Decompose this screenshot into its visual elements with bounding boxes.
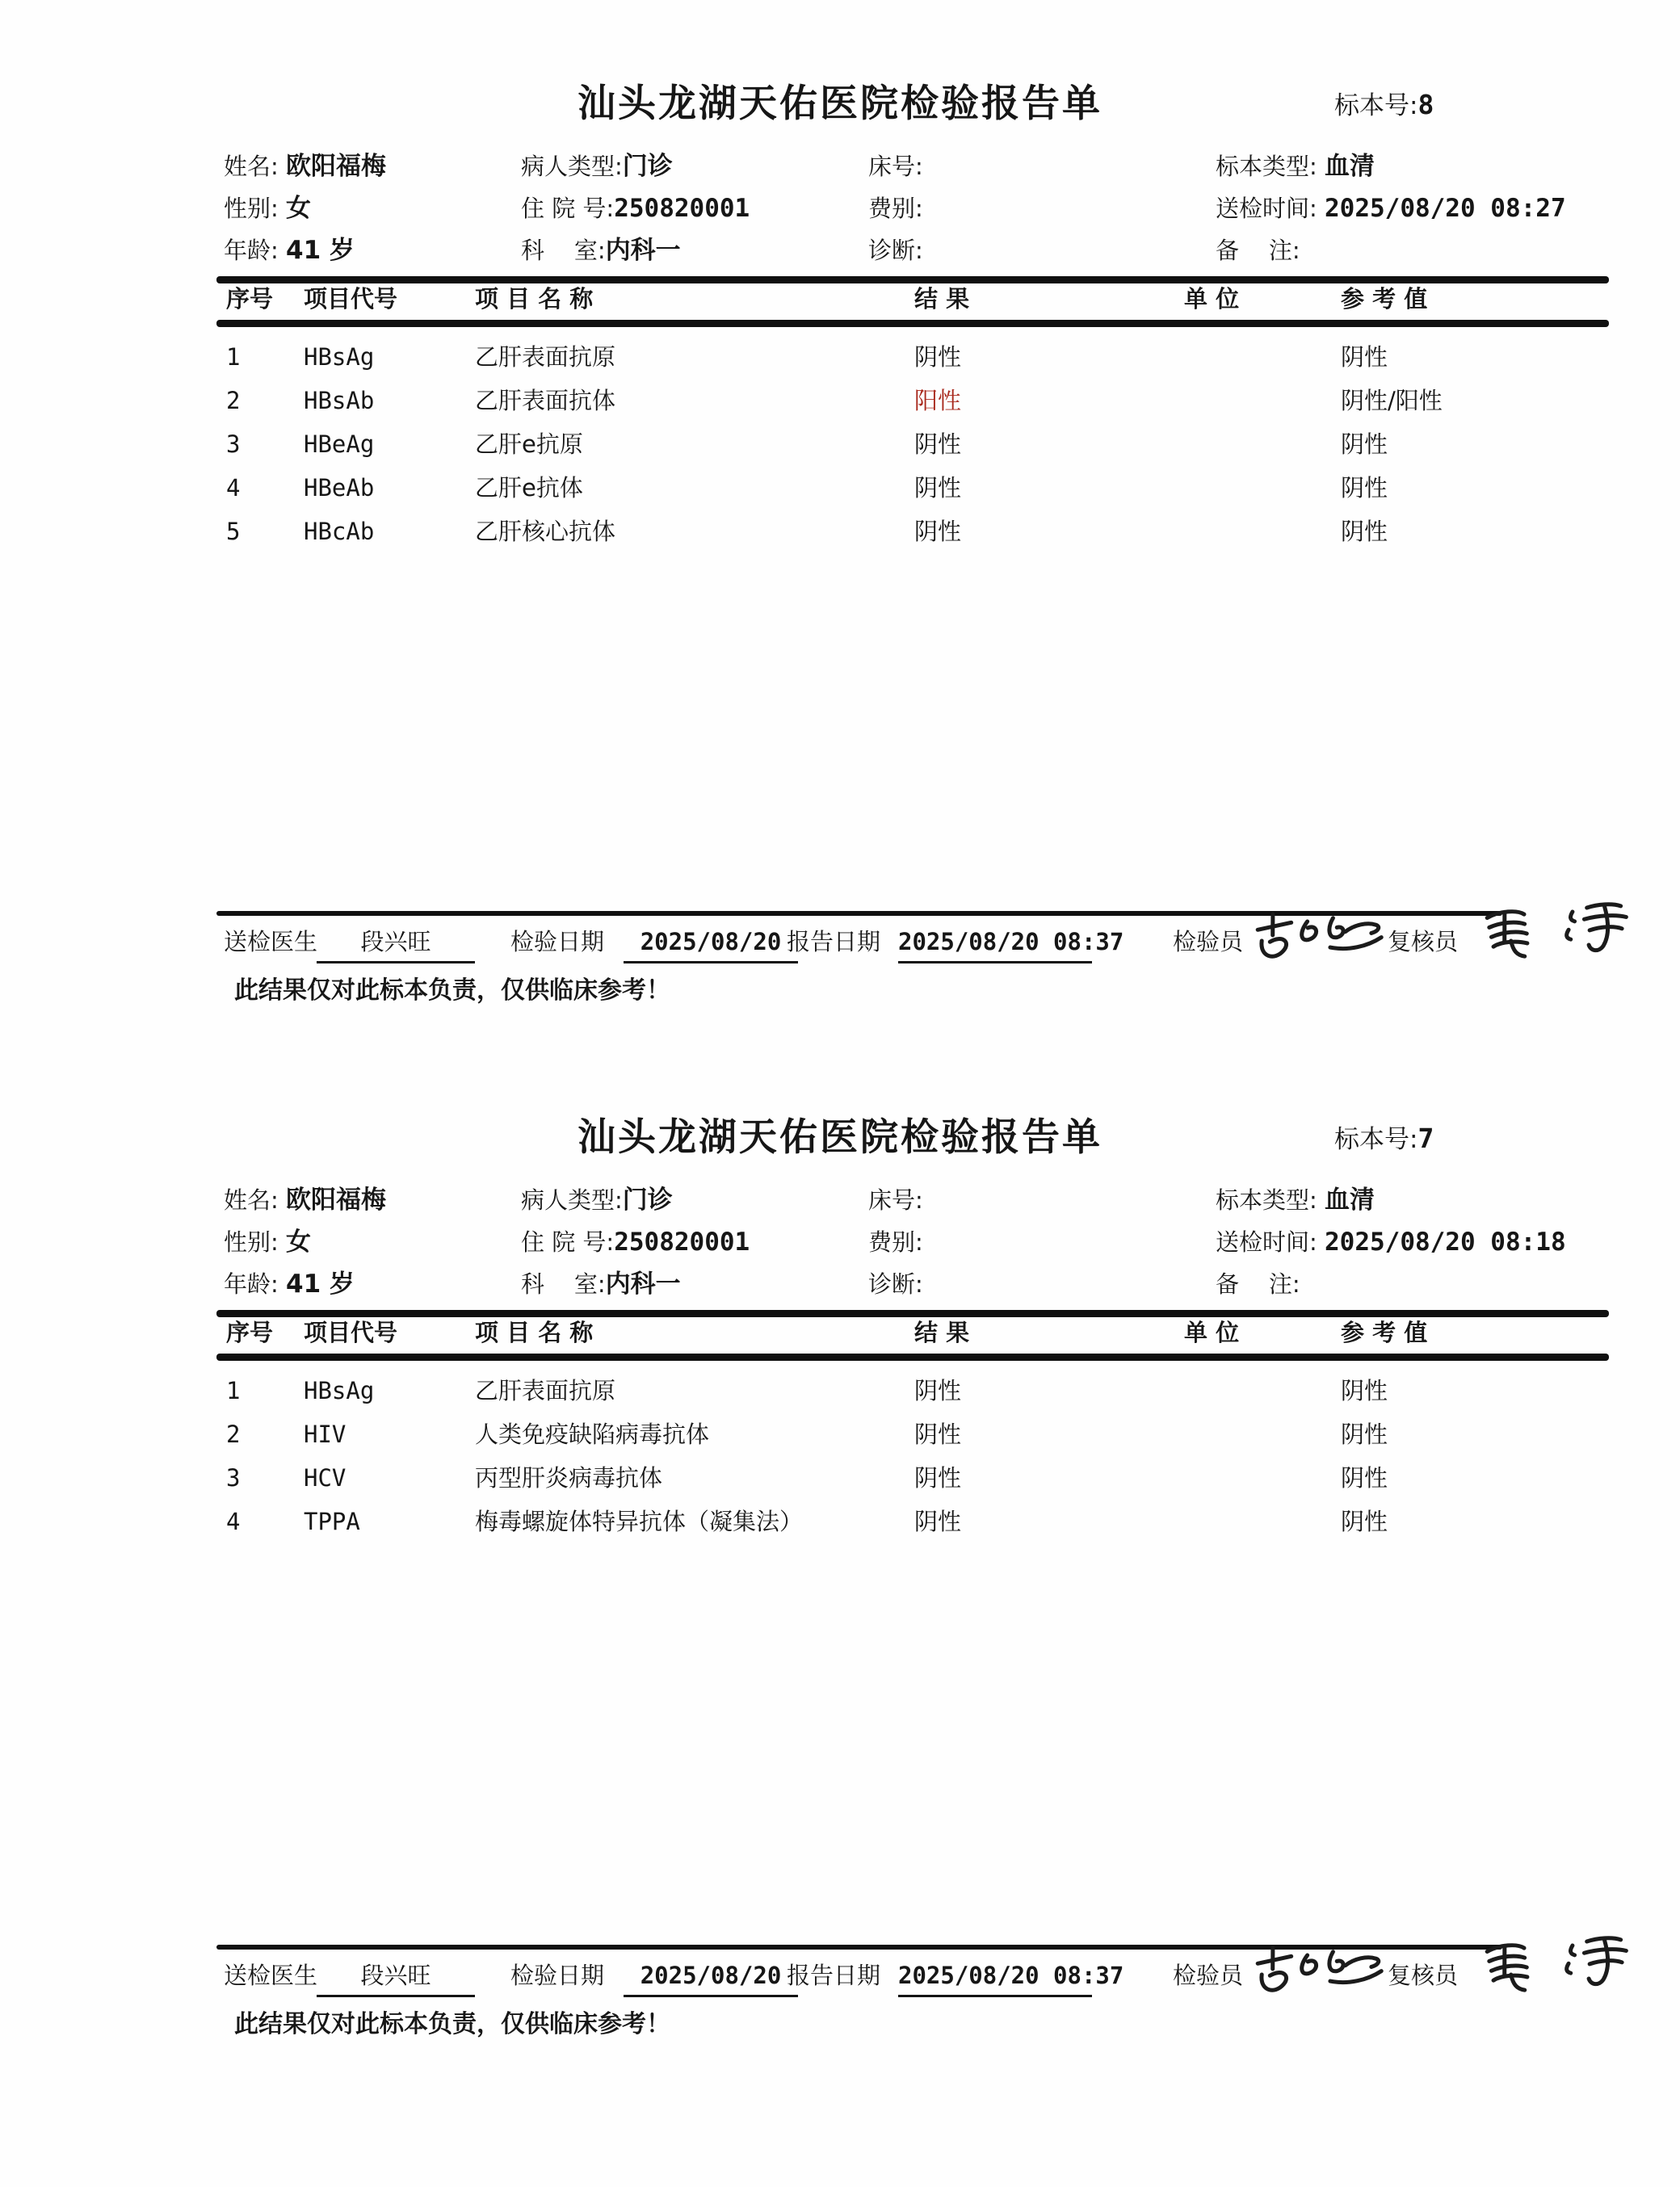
remark-field <box>1216 234 1300 267</box>
bed-number-label: 床号: <box>868 153 923 180</box>
sample-number <box>1334 90 1434 120</box>
item-code: HIV <box>304 1421 346 1448</box>
report-date-value: 2025/08/20 08:37 <box>898 926 1092 963</box>
row-index: 2 <box>226 387 241 414</box>
bed-number-field <box>868 1184 923 1216</box>
admission-number-value: 250820001 <box>614 1228 750 1257</box>
reviewer-signature <box>1476 1925 1638 2000</box>
test-date-value: 2025/08/20 <box>624 1959 798 1997</box>
examiner-label: 检验员 <box>1173 1962 1244 1989</box>
test-date-label: 检验日期 <box>510 928 605 955</box>
department-value: 内科一 <box>605 236 681 265</box>
header-no: 序号 <box>226 1319 274 1346</box>
sex-field <box>224 1226 311 1258</box>
patient-type-field <box>521 1184 673 1216</box>
specimen-type-label: 标本类型: <box>1216 1186 1325 1214</box>
table-header-row <box>0 1316 1680 1352</box>
doctor-name: 段兴旺 <box>317 926 475 963</box>
header-result: 结 果 <box>914 1319 970 1346</box>
send-time-field <box>1216 1226 1566 1258</box>
diagnosis-label: 诊断: <box>868 237 923 264</box>
header-reference: 参 考 值 <box>1341 285 1428 313</box>
page-title: 汕头龙湖天佑医院检验报告单 <box>578 82 1102 126</box>
table-header-rule <box>216 1354 1609 1361</box>
specimen-type-value: 血清 <box>1325 1186 1375 1215</box>
specimen-type-field <box>1216 150 1375 183</box>
item-result: 阴性 <box>914 1377 962 1404</box>
admission-number-value: 250820001 <box>614 194 750 223</box>
item-name: 乙肝核心抗体 <box>475 518 616 545</box>
item-reference: 阴性 <box>1341 518 1388 545</box>
specimen-type-field <box>1216 1184 1375 1216</box>
item-code: TPPA <box>304 1508 360 1535</box>
reviewer-label: 复核员 <box>1388 1962 1459 1989</box>
table-row <box>0 1505 1680 1541</box>
header-item-name: 项 目 名 称 <box>475 1319 594 1346</box>
age-field <box>224 1268 355 1300</box>
item-result: 阴性 <box>914 430 962 458</box>
header-result: 结 果 <box>914 285 970 313</box>
table-row <box>0 1375 1680 1410</box>
patient-type-label: 病人类型: <box>521 1186 623 1214</box>
send-time-label: 送检时间: <box>1216 195 1325 222</box>
diagnosis-field <box>868 234 923 267</box>
patient-type-value: 门诊 <box>622 1186 673 1215</box>
header-unit: 单 位 <box>1184 1319 1240 1346</box>
patient-name-label: 姓名: <box>224 1186 286 1214</box>
examiner-label: 检验员 <box>1173 928 1244 955</box>
table-row <box>0 428 1680 464</box>
item-reference: 阴性 <box>1341 1377 1388 1404</box>
item-result: 阴性 <box>914 1464 962 1492</box>
doctor-label: 送检医生 <box>224 1962 318 1989</box>
send-time-value: 2025/08/20 08:18 <box>1325 1228 1566 1257</box>
item-code: HBsAb <box>304 387 375 414</box>
sex-value: 女 <box>286 194 311 223</box>
age-label: 年龄: <box>224 237 286 264</box>
admission-number-field <box>521 1226 750 1258</box>
department-field <box>521 234 681 267</box>
report-date-value: 2025/08/20 08:37 <box>898 1959 1092 1997</box>
department-label: 科 室: <box>521 1270 606 1298</box>
item-name: 梅毒螺旋体特异抗体（凝集法） <box>475 1508 804 1535</box>
table-row <box>0 1418 1680 1454</box>
disclaimer-text: 此结果仅对此标本负责，仅供临床参考！ <box>234 2010 670 2038</box>
test-date-label: 检验日期 <box>510 1962 605 1989</box>
diagnosis-field <box>868 1268 923 1300</box>
item-reference: 阴性 <box>1341 1421 1388 1448</box>
lab-report-sample-7 <box>0 1034 1680 2187</box>
item-code: HBsAg <box>304 343 375 371</box>
item-reference: 阴性 <box>1341 1508 1388 1535</box>
lab-report-sample-8 <box>0 0 1680 1034</box>
header-reference: 参 考 值 <box>1341 1319 1428 1346</box>
table-row <box>0 515 1680 551</box>
reviewer-label: 复核员 <box>1388 928 1459 955</box>
sample-number <box>1334 1124 1434 1154</box>
remark-label: 备 注: <box>1216 1270 1300 1298</box>
table-row <box>0 341 1680 376</box>
sample-number-value: 8 <box>1418 89 1434 120</box>
header-code: 项目代号 <box>304 285 398 313</box>
item-name: 乙肝e抗体 <box>475 474 583 502</box>
send-time-value: 2025/08/20 08:27 <box>1325 194 1566 223</box>
age-value: 41 岁 <box>286 236 355 265</box>
item-reference: 阴性 <box>1341 1464 1388 1492</box>
patient-name-field <box>224 1184 386 1216</box>
header-no: 序号 <box>226 285 274 313</box>
patient-name-field <box>224 150 386 183</box>
department-value: 内科一 <box>605 1270 681 1299</box>
fee-type-field <box>868 1226 923 1258</box>
patient-type-field <box>521 150 673 183</box>
patient-name-value: 欧阳福梅 <box>286 1186 386 1215</box>
row-index: 2 <box>226 1421 241 1448</box>
sample-number-label: 标本号: <box>1334 1125 1418 1154</box>
sample-number-label: 标本号: <box>1334 91 1418 120</box>
table-row <box>0 384 1680 420</box>
item-code: HBsAg <box>304 1377 375 1404</box>
item-name: 乙肝表面抗体 <box>475 387 616 414</box>
item-name: 丙型肝炎病毒抗体 <box>475 1464 663 1492</box>
item-name: 乙肝表面抗原 <box>475 343 616 371</box>
examiner-signature <box>1250 1938 1388 2003</box>
fee-type-label: 费别: <box>868 1228 923 1256</box>
doctor-name: 段兴旺 <box>317 1959 475 1997</box>
age-field <box>224 234 355 267</box>
examiner-signature <box>1250 905 1388 969</box>
item-reference: 阴性 <box>1341 430 1388 458</box>
item-name: 乙肝e抗原 <box>475 430 583 458</box>
diagnosis-label: 诊断: <box>868 1270 923 1298</box>
item-code: HCV <box>304 1464 346 1492</box>
item-reference: 阴性/阳性 <box>1341 387 1443 414</box>
reviewer-signature <box>1476 892 1638 966</box>
item-result: 阴性 <box>914 518 962 545</box>
bed-number-field <box>868 150 923 183</box>
sample-number-value: 7 <box>1418 1123 1434 1154</box>
department-label: 科 室: <box>521 237 606 264</box>
disclaimer-text: 此结果仅对此标本负责，仅供临床参考！ <box>234 976 670 1005</box>
doctor-label: 送检医生 <box>224 928 318 955</box>
fee-type-label: 费别: <box>868 195 923 222</box>
item-reference: 阴性 <box>1341 474 1388 502</box>
item-code: HBcAb <box>304 518 375 545</box>
row-index: 1 <box>226 343 241 371</box>
patient-name-label: 姓名: <box>224 153 286 180</box>
item-name: 乙肝表面抗原 <box>475 1377 616 1404</box>
send-time-field <box>1216 192 1566 225</box>
send-time-label: 送检时间: <box>1216 1228 1325 1256</box>
table-row <box>0 1462 1680 1497</box>
page-title: 汕头龙湖天佑医院检验报告单 <box>578 1115 1102 1160</box>
row-index: 3 <box>226 1464 241 1492</box>
item-reference: 阴性 <box>1341 343 1388 371</box>
sex-field <box>224 192 311 225</box>
admission-number-label: 住 院 号: <box>521 195 615 222</box>
age-label: 年龄: <box>224 1270 286 1298</box>
table-header-row <box>0 283 1680 318</box>
header-unit: 单 位 <box>1184 285 1240 313</box>
specimen-type-value: 血清 <box>1325 152 1375 181</box>
item-result: 阴性 <box>914 343 962 371</box>
header-item-name: 项 目 名 称 <box>475 285 594 313</box>
item-name: 人类免疫缺陷病毒抗体 <box>475 1421 710 1448</box>
row-index: 3 <box>226 430 241 458</box>
item-code: HBeAg <box>304 430 375 458</box>
patient-type-value: 门诊 <box>622 152 673 181</box>
row-index: 1 <box>226 1377 241 1404</box>
sex-value: 女 <box>286 1228 311 1257</box>
admission-number-label: 住 院 号: <box>521 1228 615 1256</box>
specimen-type-label: 标本类型: <box>1216 153 1325 180</box>
fee-type-field <box>868 192 923 225</box>
item-result-positive: 阳性 <box>914 387 962 414</box>
admission-number-field <box>521 192 750 225</box>
bed-number-label: 床号: <box>868 1186 923 1214</box>
patient-type-label: 病人类型: <box>521 153 623 180</box>
header-code: 项目代号 <box>304 1319 398 1346</box>
remark-field <box>1216 1268 1300 1300</box>
row-index: 4 <box>226 474 241 502</box>
age-value: 41 岁 <box>286 1270 355 1299</box>
test-date-value: 2025/08/20 <box>624 926 798 963</box>
item-code: HBeAb <box>304 474 375 502</box>
item-result: 阴性 <box>914 1421 962 1448</box>
report-date-label: 报告日期 <box>787 1962 881 1989</box>
row-index: 4 <box>226 1508 241 1535</box>
table-row <box>0 472 1680 507</box>
patient-name-value: 欧阳福梅 <box>286 152 386 181</box>
item-result: 阴性 <box>914 1508 962 1535</box>
sex-label: 性别: <box>224 195 286 222</box>
report-date-label: 报告日期 <box>787 928 881 955</box>
row-index: 5 <box>226 518 241 545</box>
remark-label: 备 注: <box>1216 237 1300 264</box>
sex-label: 性别: <box>224 1228 286 1256</box>
department-field <box>521 1268 681 1300</box>
item-result: 阴性 <box>914 474 962 502</box>
table-header-rule <box>216 320 1609 327</box>
